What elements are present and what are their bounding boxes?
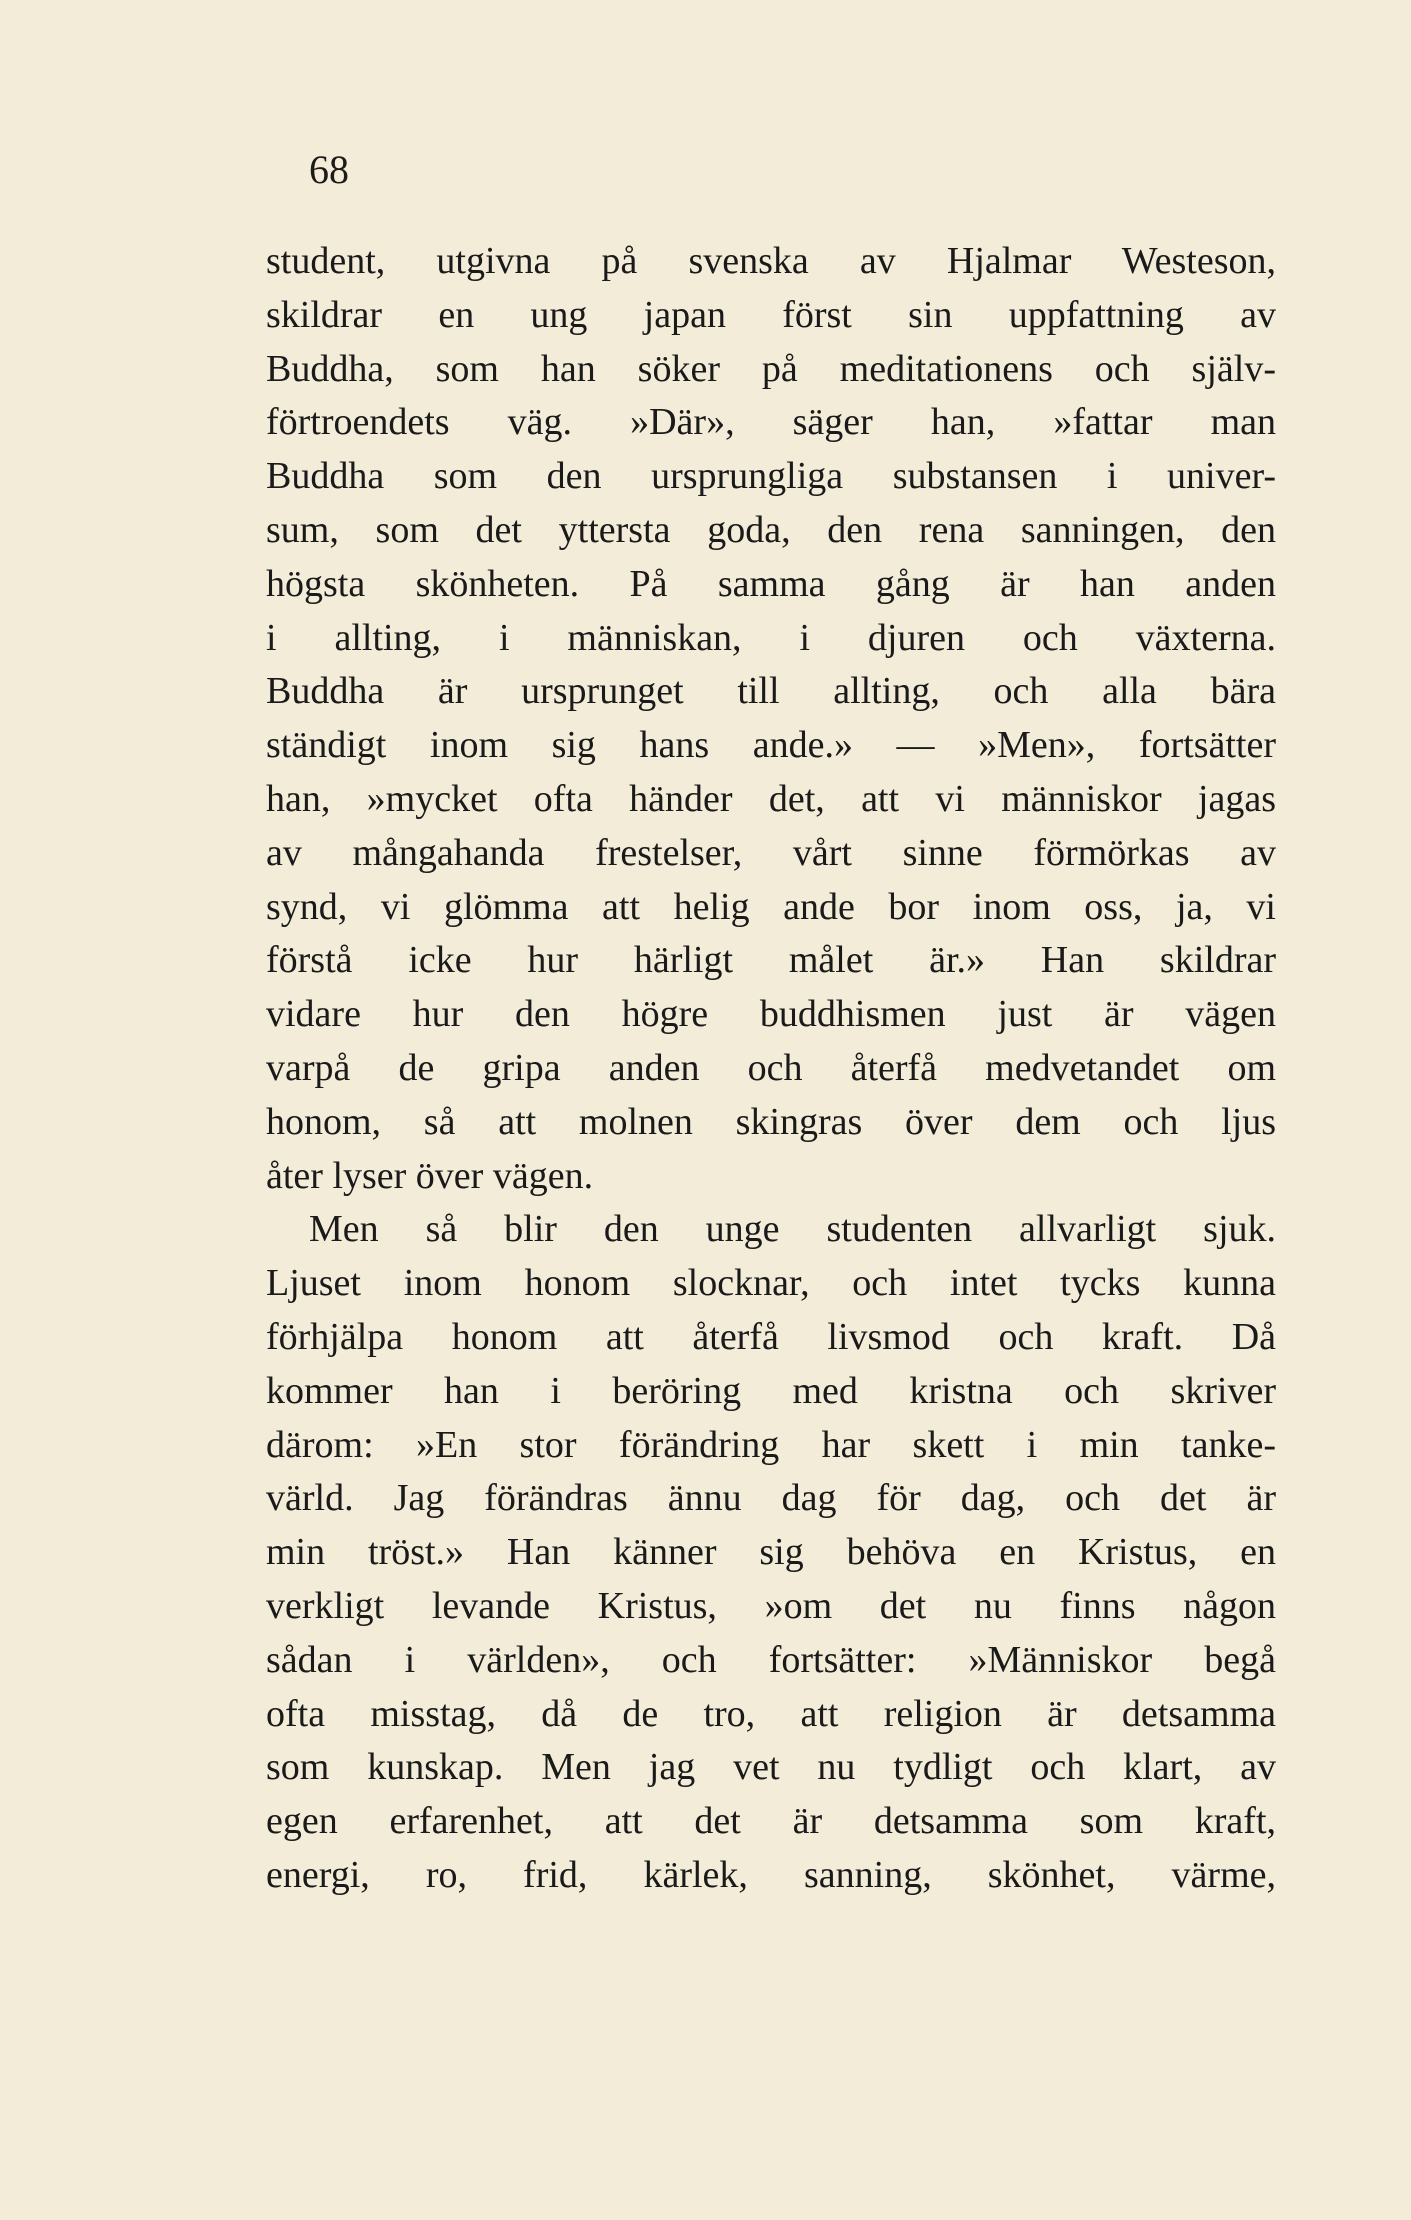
text-line: verkligt levande Kristus, »om det nu finns någon (266, 1584, 1276, 1627)
text-line: synd, vi glömma att helig ande bor inom oss, ja, vi (266, 885, 1276, 928)
text-line: kommer han i beröring med kristna och skriver (266, 1369, 1276, 1412)
text-line: vidare hur den högre buddhismen just är vägen (266, 993, 1276, 1036)
text-line: i allting, i människan, i djuren och växterna. (266, 616, 1276, 659)
text-line: Ljuset inom honom slocknar, och intet tycks kunna (266, 1262, 1276, 1305)
text-line: min tröst.» Han känner sig behöva en Kristus, en (266, 1531, 1276, 1574)
text-line: Buddha, som han söker på meditationens och själv- (266, 347, 1276, 390)
text-line: sum, som det yttersta goda, den rena sanningen, den (266, 508, 1276, 551)
text-line: förhjälpa honom att återfå livsmod och kraft. Då (266, 1315, 1276, 1358)
text-line: Buddha som den ursprungliga substansen i univer- (266, 455, 1276, 498)
text-line: honom, så att molnen skingras över dem och ljus (266, 1100, 1276, 1143)
text-line: Buddha är ursprunget till allting, och alla bära (266, 670, 1276, 713)
text-line: sådan i världen», och fortsätter: »Människor begå (266, 1638, 1276, 1681)
text-line: förstå icke hur härligt målet är.» Han skildrar (266, 939, 1276, 982)
text-line: egen erfarenhet, att det är detsamma som kraft, (266, 1800, 1276, 1843)
text-line: som kunskap. Men jag vet nu tydligt och klart, av (266, 1746, 1276, 1789)
text-line: ständigt inom sig hans ande.» — »Men», fortsätter (266, 724, 1276, 767)
text-line: Men så blir den unge studenten allvarligt sjuk. (309, 1208, 1276, 1251)
text-line: skildrar en ung japan först sin uppfattning av (266, 293, 1276, 336)
paragraph-2 (266, 1203, 1276, 1902)
text-line: värld. Jag förändras ännu dag för dag, och det är (266, 1477, 1276, 1520)
text-line: därom: »En stor förändring har skett i min tanke- (266, 1423, 1276, 1466)
text-line: han, »mycket ofta händer det, att vi människor jagas (266, 777, 1276, 820)
text-line: student, utgivna på svenska av Hjalmar Westeson, (266, 240, 1276, 282)
text-line: av mångahanda frestelser, vårt sinne förmörkas av (266, 831, 1276, 874)
paragraph-1 (266, 235, 1276, 1203)
text-line: varpå de gripa anden och återfå medvetandet om (266, 1046, 1276, 1089)
text-line: ofta misstag, då de tro, att religion är detsamma (266, 1692, 1276, 1735)
body-text (266, 235, 1276, 1903)
page-number: 68 (309, 147, 349, 192)
text-line: högsta skönheten. På samma gång är han anden (266, 562, 1276, 605)
text-line: energi, ro, frid, kärlek, sanning, skönhet, värme, (266, 1853, 1276, 1896)
text-line: åter lyser över vägen. (266, 1154, 594, 1197)
text-line: förtroendets väg. »Där», säger han, »fattar man (266, 401, 1276, 444)
